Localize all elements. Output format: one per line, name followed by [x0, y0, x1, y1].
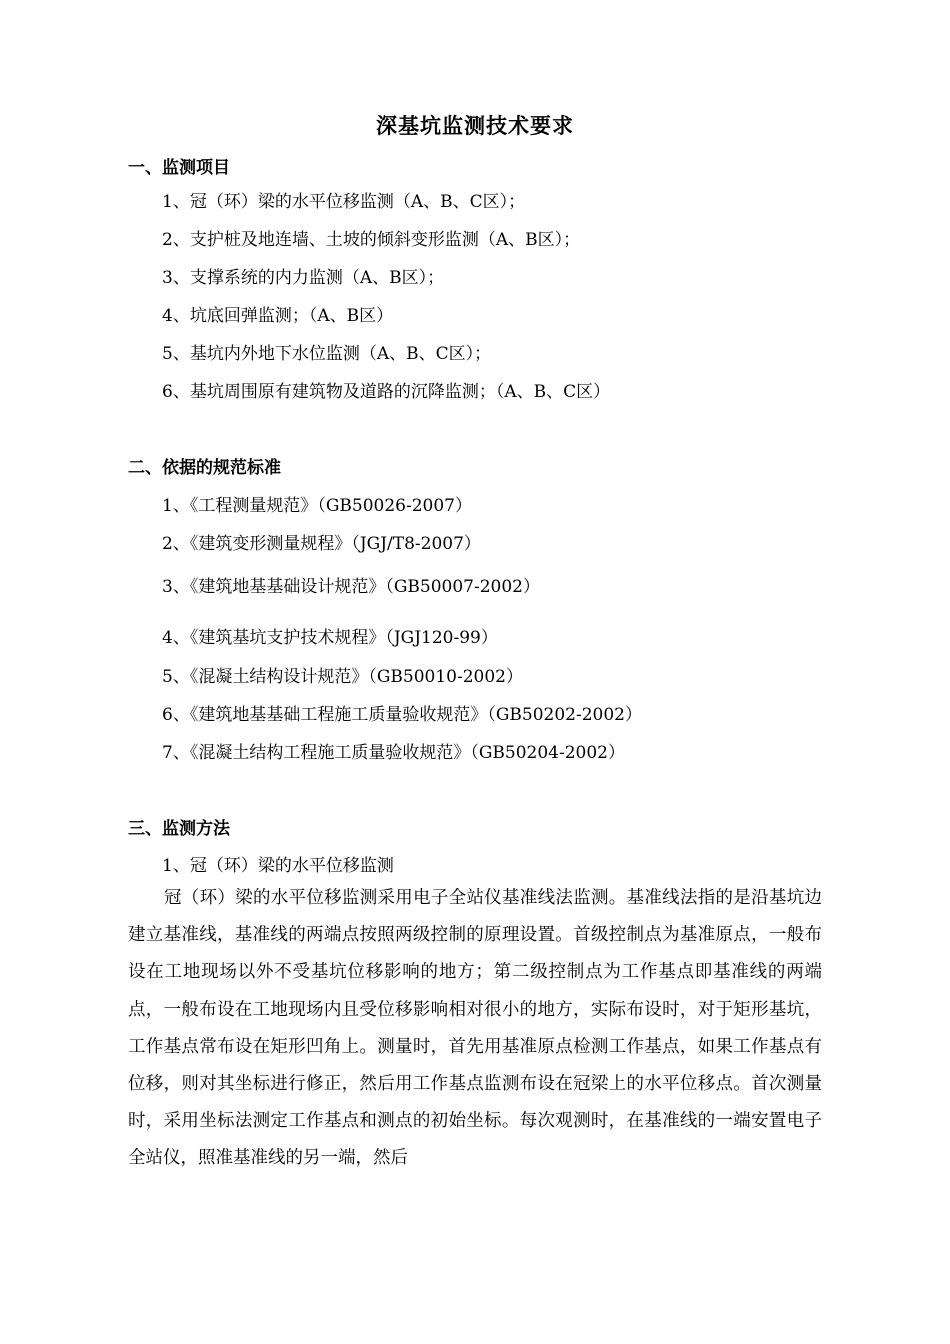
list-item: 2、《建筑变形测量规程》（JGJ/T8-2007） — [162, 534, 481, 554]
section-heading-standards: 二、依据的规范标准 — [128, 458, 281, 478]
list-item: 3、支撑系统的内力监测（A、B区）； — [162, 268, 445, 288]
list-item: 1、《工程测量规范》（GB50026-2007） — [162, 496, 472, 516]
list-item: 2、支护桩及地连墙、土坡的倾斜变形监测（A、B区）； — [162, 230, 581, 250]
list-item: 4、坑底回弹监测；（A、B区） — [162, 306, 394, 326]
page-title: 深基坑监测技术要求 — [376, 114, 574, 138]
list-item: 4、《建筑基坑支护技术规程》（JGJ120-99） — [162, 628, 498, 648]
list-item: 1、冠（环）梁的水平位移监测 — [162, 856, 394, 876]
list-item: 6、《建筑地基基础工程施工质量验收规范》（GB50202-2002） — [162, 705, 642, 725]
list-item: 3、《建筑地基基础设计规范》（GB50007-2002） — [162, 577, 540, 597]
list-item: 5、基坑内外地下水位监测（A、B、C区）； — [162, 344, 492, 364]
list-item: 5、《混凝土结构设计规范》（GB50010-2002） — [162, 667, 523, 687]
body-paragraph: 冠（环）梁的水平位移监测采用电子全站仪基准线法监测。基准线法指的是沿基坑边建立基准线，基准线的两端点按照两级控制的原理设置。首级控制点为基准原点，一般布设在工地现场以外不受基坑位移影响的地方；第二级控制点为工作基点即基准线的两端点，一般布设在工地现场内且受位移影响相对很小的地方，实际布设时，对于矩形基坑，工作基点常布设在矩形凹角上。测量时，首先用基准原点检测工作基点，如果工作基点有位移，则对其坐标进行修正，然后用工作基点监测布设在冠梁上的水平位移点。首次测量时，采用坐标法测定工作基点和测点的初始坐标。每次观测时，在基准线的一端安置电子全站仪，照准基准线的另一端，然后 — [128, 888, 822, 1169]
section-heading-methods: 三、监测方法 — [128, 819, 230, 839]
list-item: 7、《混凝土结构工程施工质量验收规范》（GB50204-2002） — [162, 743, 625, 763]
section-heading-monitoring-items: 一、监测项目 — [128, 158, 230, 178]
list-item: 1、冠（环）梁的水平位移监测（A、B、C区）； — [162, 192, 526, 212]
list-item: 6、基坑周围原有建筑物及道路的沉降监测；（A、B、C区） — [162, 382, 611, 402]
